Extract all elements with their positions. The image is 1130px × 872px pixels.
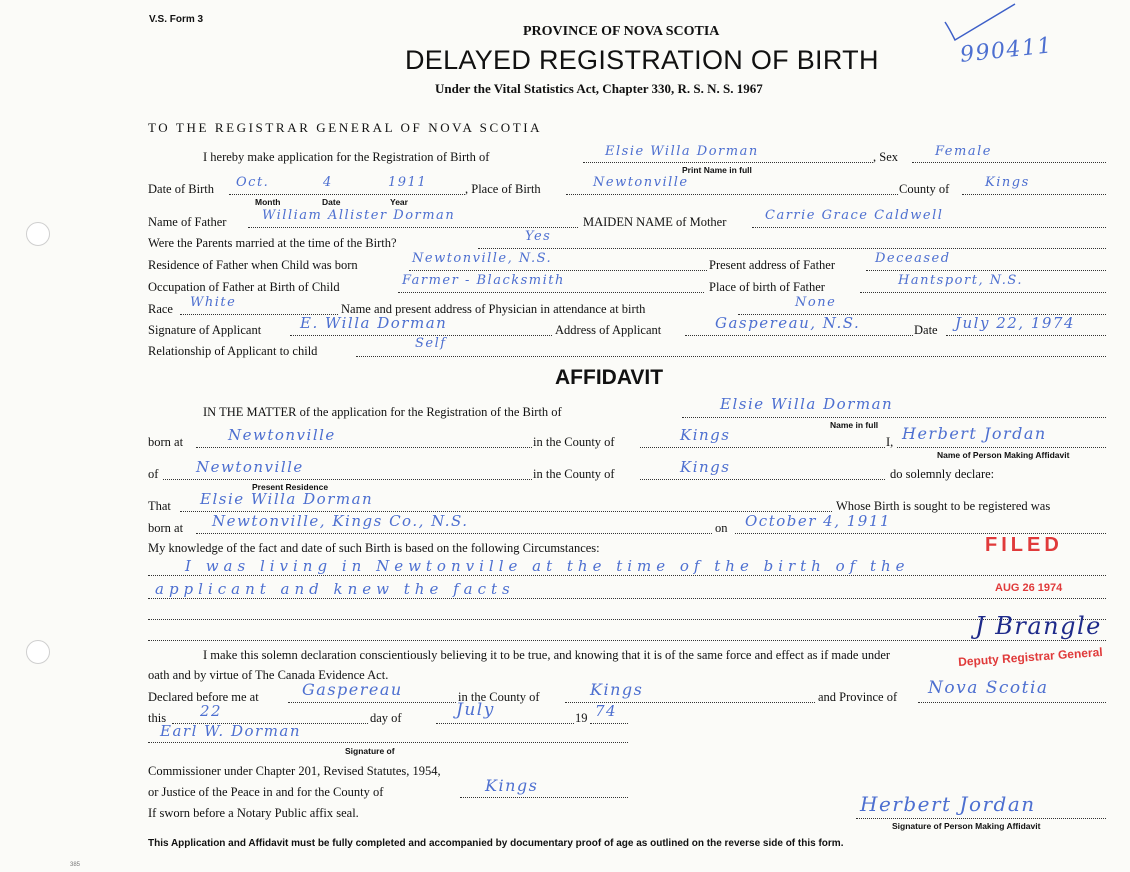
dob-day: 4 [323,175,333,190]
justice-label: or Justice of the Peace in and for the County of [148,785,384,799]
relationship-label: Relationship of Applicant to child [148,344,318,358]
born-at-value: Newtonville [228,426,336,444]
present-address-father-label: Present address of Father [709,258,836,272]
that-name: Elsie Willa Dorman [200,490,374,508]
physician-label: Name and present address of Physician in attendance at birth [341,302,646,316]
of-label: of [148,467,159,481]
born-county-value: Kings [680,426,731,444]
day-of-label: day of [370,711,402,725]
year-prefix: 19 [575,711,588,725]
applicant-signature: E. Willa Dorman [300,314,448,332]
declared-label: Declared before me at [148,690,259,704]
address-value: Gaspereau, N.S. [715,314,861,332]
punch-hole [26,222,50,246]
punch-hole [26,640,50,664]
physician-value: None [795,295,837,310]
declared-place: Gaspereau [302,680,403,699]
residence-county-value: Kings [680,458,731,476]
date-value: July 22, 1974 [955,314,1076,332]
mother-label: MAIDEN NAME of Mother [583,215,727,229]
in-county-label: in the County of [458,690,540,704]
on-date: October 4, 1911 [745,512,891,530]
applicant-name: Elsie Willa Dorman [605,144,759,159]
justice-county: Kings [485,776,539,795]
birthplace-father-value: Hantsport, N.S. [898,273,1023,288]
filed-date: AUG 26 1974 [995,582,1063,594]
occupation-label: Occupation of Father at Birth of Child [148,280,340,294]
sex-label: , Sex [873,150,898,164]
month-value: July [456,700,495,720]
this-label: this [148,711,167,725]
father-value: William Allister Dorman [262,208,456,223]
form-subtitle: Under the Vital Statistics Act, Chapter 330, R. S. N. S. 1967 [435,81,763,96]
name-in-full-note: Name in full [830,420,879,430]
intro-label: I hereby make application for the Registration of Birth of [203,150,490,164]
day-value: 22 [200,702,223,720]
year-note: Year [390,197,408,207]
date-note: Date [322,197,341,207]
born-at-label-2: born at [148,521,184,535]
footer-note: This Application and Affidavit must be fully completed and accompanied by documentary proof of age as outlined on the reverse side of this form. [148,838,844,849]
date-label: Date [914,323,938,337]
father-label: Name of Father [148,215,227,229]
year-suffix: 74 [595,702,618,720]
present-address-father-value: Deceased [875,251,951,266]
addressee: TO THE REGISTRAR GENERAL OF NOVA SCOTIA [148,120,543,135]
county-of-label: in the County of [533,435,615,449]
commissioner-signature: Earl W. Dorman [160,722,302,740]
affiant-signature: Herbert Jordan [860,792,1036,816]
month-note: Month [255,197,281,207]
form-number: V.S. Form 3 [149,14,204,25]
circumstance-line-2: applicant and knew the facts [155,580,515,598]
sex-value: Female [935,144,992,159]
circumstance-line-1: I was living in Newtonville at the time of the birth of the [185,557,910,575]
that-label: That [148,499,171,513]
residence-father-value: Newtonville, N.S. [412,251,553,266]
whose-birth-label: Whose Birth is sought to be registered was [836,499,1051,513]
county-label: County of [899,182,950,196]
form-title: DELAYED REGISTRATION OF BIRTH [405,45,879,75]
dob-month: Oct. [236,175,270,190]
i-label: I, [886,435,894,449]
married-label: Were the Parents married at the time of the Birth? [148,236,397,250]
place-of-birth-label: , Place of Birth [465,182,541,196]
residence-value: Newtonville [196,458,304,476]
declaration-line-2: oath and by virtue of The Canada Evidence Act. [148,668,389,682]
address-label: Address of Applicant [555,323,662,337]
declared-county: Kings [590,680,644,699]
married-value: Yes [525,229,552,244]
dob-year: 1911 [388,175,428,190]
province-value: Nova Scotia [928,678,1049,698]
mother-value: Carrie Grace Caldwell [765,208,944,223]
dob-label: Date of Birth [148,182,214,196]
declaration-line-1: I make this solemn declaration conscientiously believing it to be true, and knowing that it is of the same force and effect as if made under [203,648,891,662]
birthplace-father-label: Place of birth of Father [709,280,825,294]
residence-father-label: Residence of Father when Child was born [148,258,358,272]
print-name-note: Print Name in full [682,165,752,175]
file-number: 990411 [958,33,1055,68]
affiant-signature-label: Signature of Person Making Affidavit [892,821,1041,831]
occupation-value: Farmer - Blacksmith [402,273,565,288]
footer-code: 385 [70,862,81,868]
registrar-role: Deputy Registrar General [957,644,1104,670]
relationship-value: Self [415,336,447,351]
affidavit-heading: AFFIDAVIT [555,366,664,389]
province-label: and Province of [818,690,898,704]
registrar-signature: J Brangle [975,612,1102,640]
on-label: on [715,521,728,535]
affidavit-name: Elsie Willa Dorman [720,395,894,413]
residence-note: Present Residence [252,482,329,492]
race-label: Race [148,302,173,316]
signature-label: Signature of Applicant [148,323,262,337]
place-of-birth-value: Newtonville [593,175,689,190]
county-value: Kings [985,175,1030,190]
commissioner-line: Commissioner under Chapter 201, Revised Statutes, 1954, [148,764,441,778]
race-value: White [190,295,237,310]
born-at-value-2: Newtonville, Kings Co., N.S. [212,512,469,530]
filed-stamp: FILED [985,534,1063,556]
knowledge-label: My knowledge of the fact and date of such Birth is based on the following Circumstances: [148,541,600,555]
province-heading: PROVINCE OF NOVA SCOTIA [523,24,720,39]
notary-label: If sworn before a Notary Public affix seal. [148,806,359,820]
declare-label: do solemnly declare: [890,467,995,481]
signature-of-label: Signature of [345,746,395,756]
county-of-label-2: in the County of [533,467,615,481]
affiant-note: Name of Person Making Affidavit [937,450,1070,460]
matter-label: IN THE MATTER of the application for the Registration of the Birth of [203,405,562,419]
born-at-label: born at [148,435,184,449]
affiant-name: Herbert Jordan [902,424,1047,443]
